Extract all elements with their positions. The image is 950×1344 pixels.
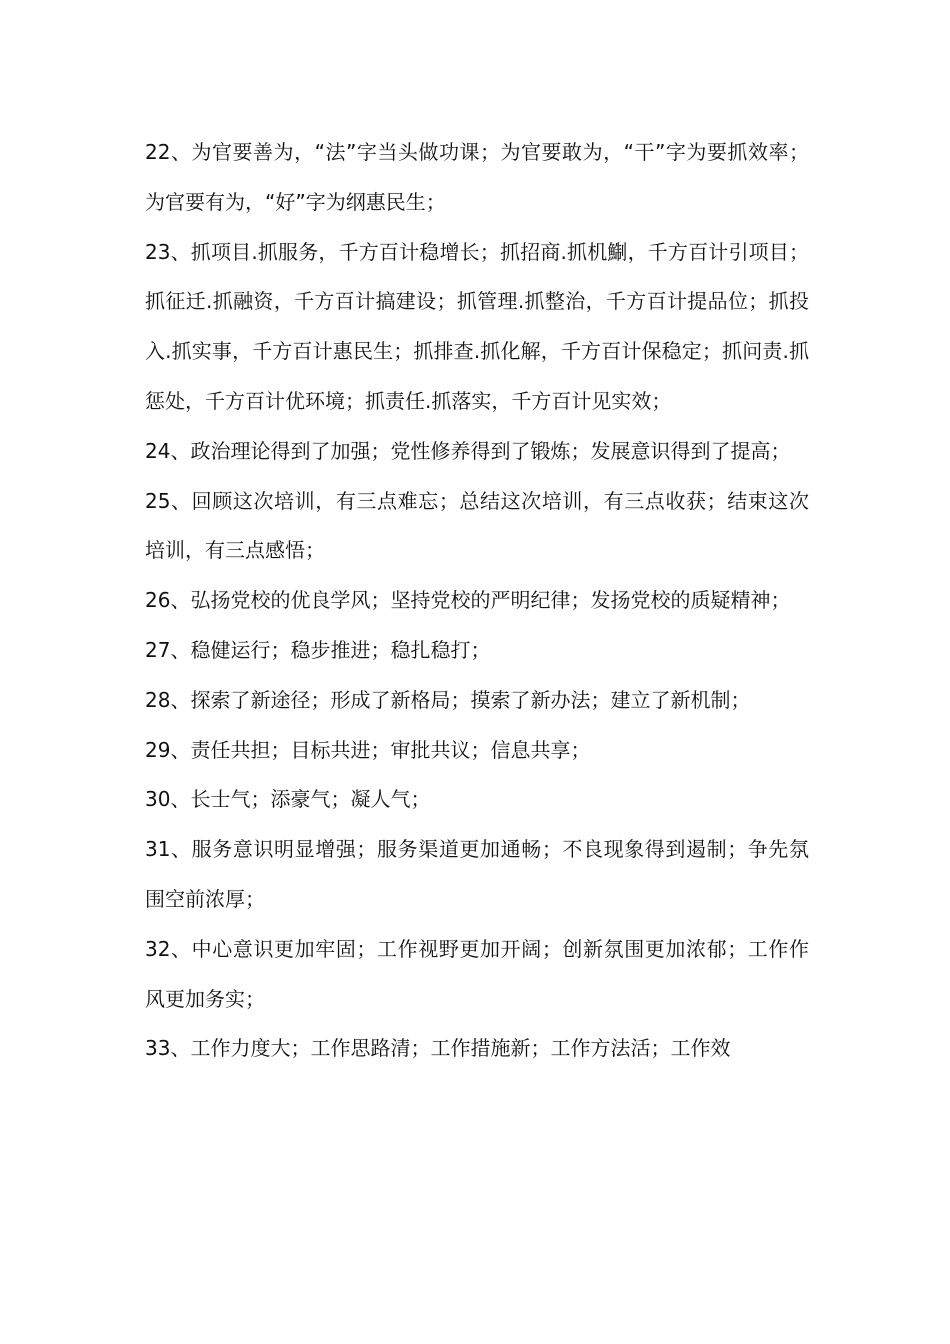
paragraph-28: 28、探索了新途径；形成了新格局；摸索了新办法；建立了新机制； [145, 687, 751, 712]
paragraph-32: 32、中心意识更加牢固；工作视野更加开阔；创新氛围更加浓郁；工作作风更加务实； [145, 936, 809, 1011]
paragraph-29: 29、责任共担；目标共进；审批共议；信息共享； [145, 737, 591, 762]
paragraph-22: 22、为官要善为，“法”字当头做功课；为官要敢为，“干”字为要抓效率；为官要有为，“好”字为纲惠民生； [145, 140, 809, 214]
paragraph-27: 27、稳健运行；稳步推进；稳扎稳打； [145, 637, 491, 662]
paragraph-31: 31、服务意识明显增强；服务渠道更加通畅；不良现象得到遏制；争先氛围空前浓厚； [145, 837, 809, 911]
paragraph-24: 24、政治理论得到了加强；党性修养得到了锻炼；发展意识得到了提高； [145, 438, 791, 463]
document-body [145, 128, 809, 1074]
paragraph-25: 25、回顾这次培训，有三点难忘；总结这次培训，有三点收获；结束这次培训，有三点感悟； [145, 488, 809, 563]
paragraph-23: 23、抓项目.抓服务，千方百计稳增长；抓招商.抓机鯯，千方百计引项目；抓征迁.抓融资，千方百计搞建设；抓管理.抓整治，千方百计提品位；抓投入.抓实事，千方百计惠民生；抓排查.抓化解，千方百计保稳定；抓问责.抓惩处，千方百计优环境；抓责任.抓落实，千方百计见实效； [145, 239, 809, 413]
paragraph-33: 33、工作力度大；工作思路清；工作措施新；工作方法活；工作效 [145, 1036, 731, 1061]
paragraph-30: 30、长士气；添豪气；凝人气； [145, 787, 431, 812]
paragraph-26: 26、弘扬党校的优良学风；坚持党校的严明纪律；发扬党校的质疑精神； [145, 588, 791, 613]
